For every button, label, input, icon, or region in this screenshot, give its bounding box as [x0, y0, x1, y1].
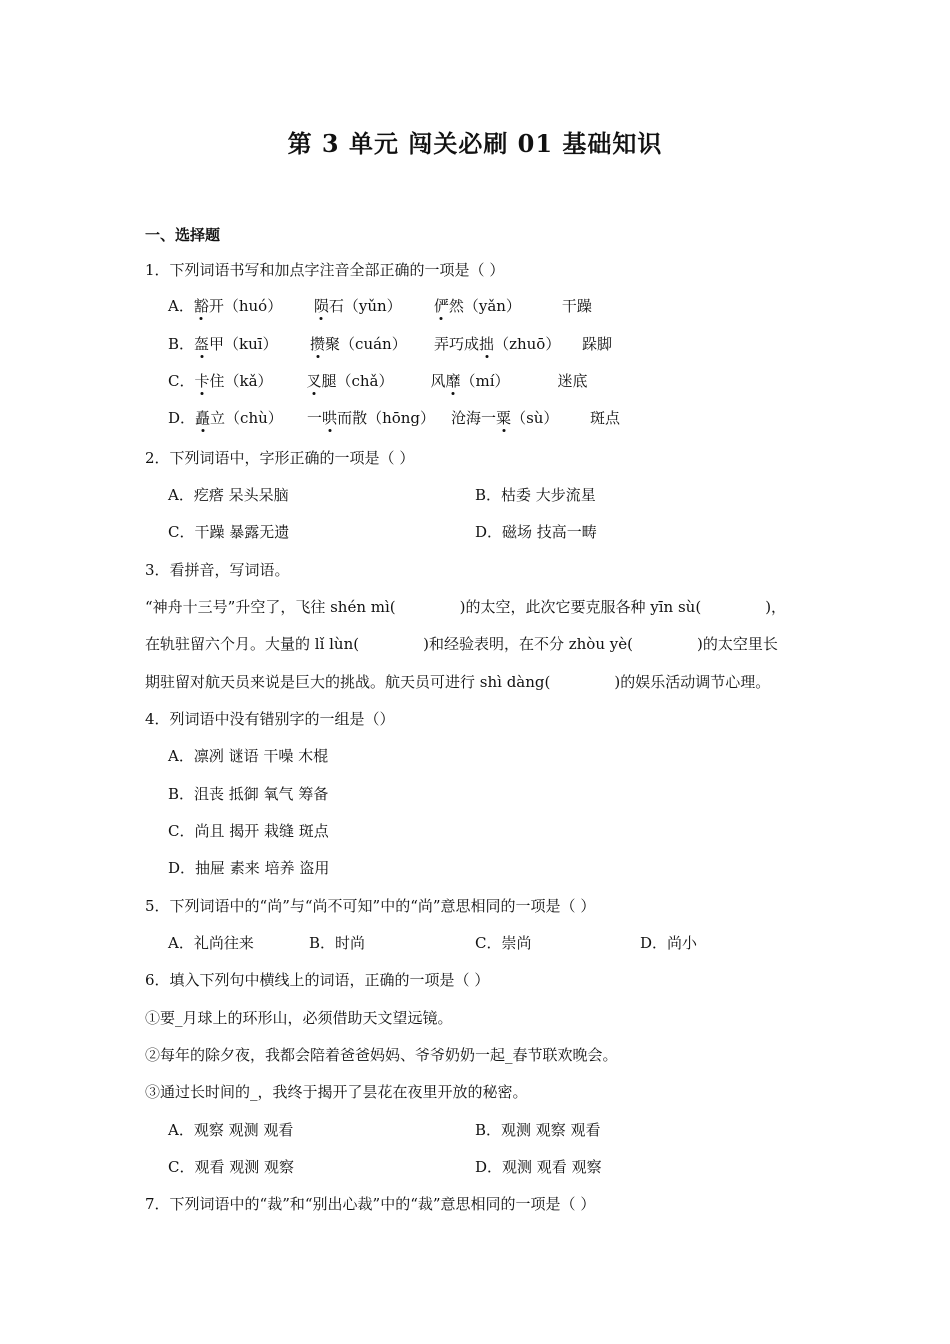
q1-b-word-4: 跺脚 [582, 335, 613, 353]
q1-c-word-4: 迷底 [557, 372, 588, 390]
q6-option-d: D．观测 观看 观察 [475, 1158, 602, 1176]
q6-option-a: A．观察 观测 观看 [168, 1121, 294, 1139]
q1-c-word-3: 风靡（mí） [430, 372, 510, 390]
q1-d-word-3: 沧海一粟（sù） [451, 409, 559, 427]
q6-sentence-3: ③通过长时间的_，我终于揭开了昙花在夜里开放的秘密。 [145, 1083, 528, 1101]
q5-option-c: C．崇尚 [475, 934, 532, 952]
q1-option-a: A．豁开（huó） 陨石（yǔn） 俨然（yǎn） 干躁 [168, 297, 592, 315]
q3-passage-line-3: 期驻留对航天员来说是巨大的挑战。航天员可进行 shì dàng( )的娱乐活动调节心理。 [145, 673, 771, 691]
q1-d-word-2: 一哄而散（hōng） [307, 409, 436, 427]
q1-c-word-1: 卡住（kǎ） [194, 372, 273, 390]
q1-d-word-4: 斑点 [590, 409, 621, 427]
q6-option-c: C．观看 观测 观察 [168, 1158, 295, 1176]
section-heading: 一、选择题 [145, 226, 221, 244]
q1-option-c: C．卡住（kǎ） 叉腿（chǎ） 风靡（mí） 迷底 [168, 372, 588, 390]
q5-option-d: D．尚小 [640, 934, 698, 952]
q5-stem: 5．下列词语中的“尚”与“尚不可知”中的“尚”意思相同的一项是（ ） [145, 897, 596, 915]
q4-option-c: C．尚且 揭开 栽缝 斑点 [168, 822, 329, 840]
q1-a-word-3: 俨然（yǎn） [433, 297, 521, 315]
q1-b-word-1: 盔甲（kuī） [194, 335, 278, 353]
document-title: 第 3 单元 闯关必刷 01 基础知识 [287, 129, 663, 158]
q1-a-word-2: 陨石（yǔn） [313, 297, 402, 315]
q3-stem: 3．看拼音，写词语。 [145, 561, 290, 579]
q1-option-b: B．盔甲（kuī） 攒聚（cuán） 弄巧成拙（zhuō） 跺脚 [168, 335, 613, 353]
q2-option-b: B．枯委 大步流星 [475, 486, 596, 504]
q2-option-c: C．干躁 暴露无遗 [168, 523, 290, 541]
q4-stem: 4．列词语中没有错别字的一组是（） [145, 710, 395, 728]
q4-option-b: B．沮丧 抵御 氧气 筹备 [168, 785, 329, 803]
q2-stem: 2．下列词语中，字形正确的一项是（ ） [145, 449, 415, 467]
q6-stem: 6．填入下列句中横线上的词语，正确的一项是（ ） [145, 971, 490, 989]
q1-c-word-2: 叉腿（chǎ） [306, 372, 394, 390]
q1-b-word-3: 弄巧成拙（zhuō） [434, 335, 561, 353]
q6-option-b: B．观测 观察 观看 [475, 1121, 601, 1139]
q4-option-a: A．凛冽 谜语 干噪 木棍 [168, 747, 329, 765]
q3-passage-line-1: “神舟十三号”升空了，飞往 shén mì( )的太空，此次它要克服各种 yīn sù( )， [145, 598, 787, 616]
q7-stem: 7．下列词语中的“裁”和“别出心裁”中的“裁”意思相同的一项是（ ） [145, 1195, 596, 1213]
q5-option-b: B．时尚 [309, 934, 366, 952]
q2-option-d: D．磁场 技高一畴 [475, 523, 597, 541]
q1-d-word-1: 矗立（chù） [195, 409, 283, 427]
q1-a-word-1: 豁开（huó） [193, 297, 283, 315]
q6-sentence-1: ①要_月球上的环形山，必须借助天文望远镜。 [145, 1009, 453, 1027]
q1-b-word-2: 攒聚（cuán） [310, 335, 407, 353]
q1-a-word-4: 干躁 [561, 297, 592, 315]
q3-passage-line-2: 在轨驻留六个月。大量的 lǐ lùn( )和经验表明，在不分 zhòu yè( )的太空里长 [145, 635, 778, 653]
q1-option-d: D．矗立（chù） 一哄而散（hōng） 沧海一粟（sù） 斑点 [168, 409, 621, 427]
q5-option-a: A．礼尚往来 [168, 934, 254, 952]
q1-stem: 1．下列词语书写和加点字注音全部正确的一项是（ ） [145, 261, 505, 279]
q2-option-a: A．疙瘩 呆头呆脑 [168, 486, 289, 504]
q6-sentence-2: ②每年的除夕夜，我都会陪着爸爸妈妈、爷爷奶奶一起_春节联欢晚会。 [145, 1046, 618, 1064]
q4-option-d: D．抽屉 素来 培养 盗用 [168, 859, 330, 877]
